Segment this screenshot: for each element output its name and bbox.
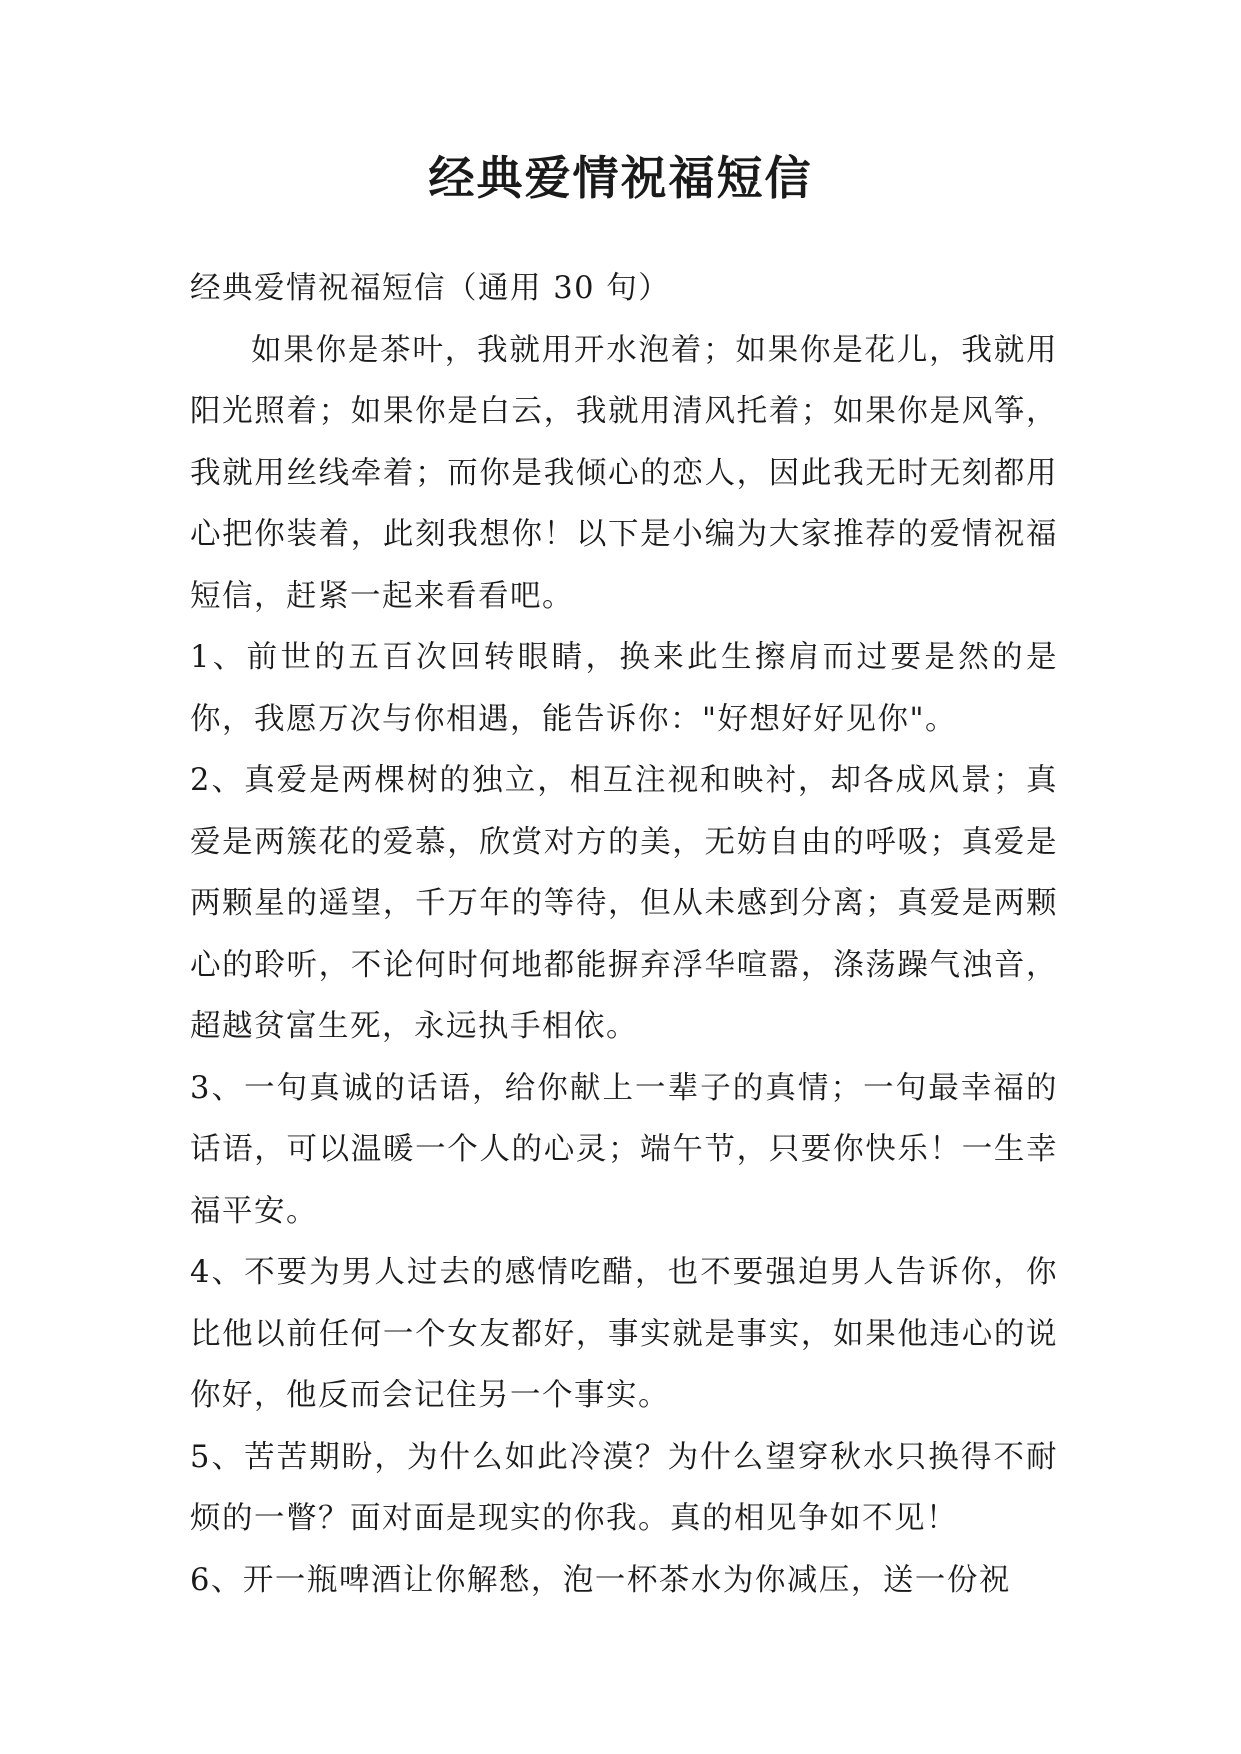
list-item: 1、前世的五百次回转眼睛，换来此生擦肩而过要是然的是你，我愿万次与你相遇，能告诉你："好想好好见你"。	[190, 640, 1058, 737]
list-item: 5、苦苦期盼，为什么如此冷漠？为什么望穿秋水只换得不耐烦的一瞥？面对面是现实的你我。真的相见争如不见！	[190, 1439, 1058, 1536]
document-subtitle: 经典爱情祝福短信（通用 30 句）	[190, 271, 671, 306]
document-title: 经典爱情祝福短信	[428, 151, 813, 205]
intro-paragraph: 如果你是茶叶，我就用开水泡着；如果你是花儿，我就用阳光照着；如果你是白云，我就用清风托着；如果你是风筝，我就用丝线牵着；而你是我倾心的恋人，因此我无时无刻都用心把你装着，此刻我想你！以下是小编为大家推荐的爱情祝福短信，赶紧一起来看看吧。	[190, 332, 1058, 614]
list-item: 4、不要为男人过去的感情吃醋，也不要强迫男人告诉你，你比他以前任何一个女友都好，事实就是事实，如果他违心的说你好，他反而会记住另一个事实。	[190, 1255, 1058, 1413]
list-item: 6、开一瓶啤酒让你解愁，泡一杯茶水为你减压，送一份祝	[190, 1562, 1011, 1598]
list-item: 2、真爱是两棵树的独立，相互注视和映衬，却各成风景；真爱是两簇花的爱慕，欣赏对方的美，无妨自由的呼吸；真爱是两颗星的遥望，千万年的等待，但从未感到分离；真爱是两颗心的聆听，不论何时何地都能摒弃浮华喧嚣，涤荡躁气浊音，超越贫富生死，永远执手相依。	[190, 763, 1058, 1044]
list-item: 3、一句真诚的话语，给你献上一辈子的真情；一句最幸福的话语，可以温暖一个人的心灵；端午节，只要你快乐！一生幸福平安。	[190, 1070, 1058, 1229]
document-body	[190, 258, 1058, 1611]
